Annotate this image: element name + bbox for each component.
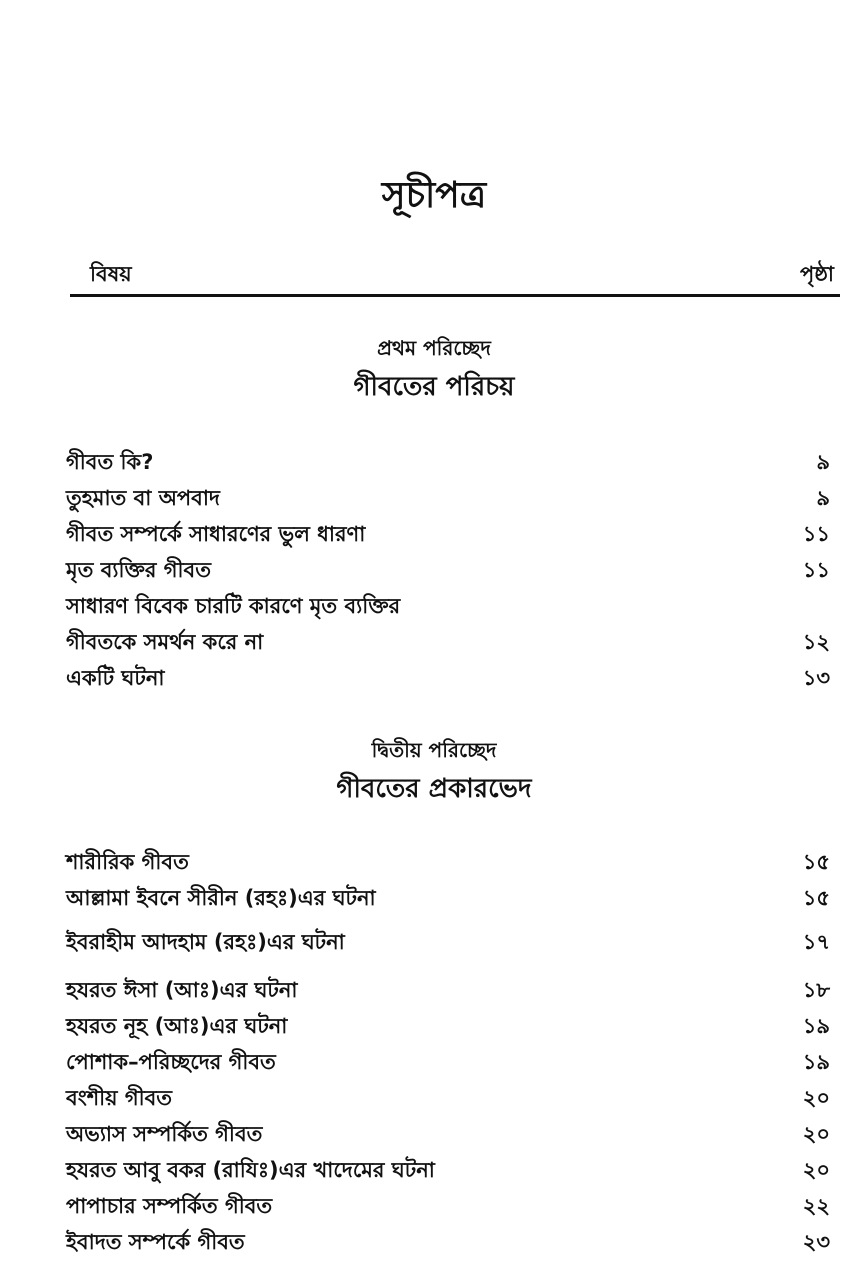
entry-title: বংশীয় গীবত xyxy=(66,1086,173,1110)
entry-page: ১৯ xyxy=(802,1050,830,1074)
page-column-header: পৃষ্ঠা xyxy=(799,262,834,286)
entry-title: অভ্যাস সম্পর্কিত গীবত xyxy=(66,1122,263,1146)
toc-entry xyxy=(66,552,830,588)
entry-page: ২২ xyxy=(802,1194,830,1218)
entry-page: ২৩ xyxy=(802,1230,830,1254)
subject-column-header: বিষয় xyxy=(90,262,132,286)
toc-entry xyxy=(66,1080,830,1116)
entry-page: ১৫ xyxy=(802,850,830,874)
entry-title: হযরত আবু বকর (রাযিঃ)এর খাদেমের ঘটনা xyxy=(66,1158,435,1182)
entry-page: ৯ xyxy=(816,486,830,510)
entry-page: ১৯ xyxy=(802,1014,830,1038)
entry-page: ২০ xyxy=(802,1122,830,1146)
chapter-1-title: গীবতের পরিচয় xyxy=(353,372,515,402)
entry-title: ইবাদত সম্পর্কে গীবত xyxy=(66,1230,245,1254)
chapter-2-entries xyxy=(66,844,830,1260)
entry-title: তুহমাত বা অপবাদ xyxy=(66,486,220,510)
toc-entry xyxy=(66,1188,830,1224)
entry-title: ইবরাহীম আদহাম (রহঃ)এর ঘটনা xyxy=(66,930,345,954)
entry-title: গীবতকে সমর্থন করে না xyxy=(66,630,264,654)
toc-entry xyxy=(66,660,830,696)
entry-title: হযরত ঈসা (আঃ)এর ঘটনা xyxy=(66,978,298,1002)
page-title: সূচীপত্র xyxy=(381,175,487,216)
chapter-1-entries xyxy=(66,444,830,696)
entry-page: ১৮ xyxy=(802,978,830,1002)
entry-page: ১৩ xyxy=(802,666,830,690)
entry-page: ১১ xyxy=(802,522,830,546)
toc-header xyxy=(70,258,840,297)
toc-entry xyxy=(66,516,830,552)
entry-title: একটি ঘটনা xyxy=(66,666,165,690)
toc-entry xyxy=(66,444,830,480)
toc-entry xyxy=(66,924,830,972)
toc-entry xyxy=(66,972,830,1008)
toc-entry xyxy=(66,588,830,624)
toc-entry xyxy=(66,1152,830,1188)
entry-page: ২০ xyxy=(802,1086,830,1110)
toc-entry xyxy=(66,844,830,880)
entry-title: পোশাক–পরিচ্ছদের গীবত xyxy=(66,1050,276,1074)
entry-title: পাপাচার সম্পর্কিত গীবত xyxy=(66,1194,273,1218)
chapter-2-label: দ্বিতীয় পরিচ্ছেদ xyxy=(371,738,497,762)
entry-page: ১৭ xyxy=(802,930,830,954)
entry-title: আল্লামা ইবনে সীরীন (রহঃ)এর ঘটনা xyxy=(66,886,376,910)
entry-title: মৃত ব্যক্তির গীবত xyxy=(66,558,211,582)
toc-entry xyxy=(66,1116,830,1152)
chapter-1-label: প্রথম পরিচ্ছেদ xyxy=(377,336,491,360)
entry-title: গীবত কি? xyxy=(66,450,154,474)
toc-entry xyxy=(66,1224,830,1260)
toc-entry xyxy=(66,1008,830,1044)
toc-entry xyxy=(66,480,830,516)
toc-entry xyxy=(66,1044,830,1080)
entry-page: ১১ xyxy=(802,558,830,582)
entry-title: শারীরিক গীবত xyxy=(66,850,189,874)
entry-title: সাধারণ বিবেক চারটি কারণে মৃত ব্যক্তির xyxy=(66,594,401,618)
toc-entry xyxy=(66,880,830,924)
entry-page: ২০ xyxy=(802,1158,830,1182)
entry-page: ১৫ xyxy=(802,886,830,910)
entry-title: গীবত সম্পর্কে সাধারণের ভুল ধারণা xyxy=(66,522,366,546)
chapter-2-title: গীবতের প্রকারভেদ xyxy=(336,774,532,804)
entry-page: ৯ xyxy=(816,450,830,474)
entry-page: ১২ xyxy=(802,630,830,654)
entry-title: হযরত নূহ (আঃ)এর ঘটনা xyxy=(66,1014,288,1038)
toc-entry xyxy=(66,624,830,660)
